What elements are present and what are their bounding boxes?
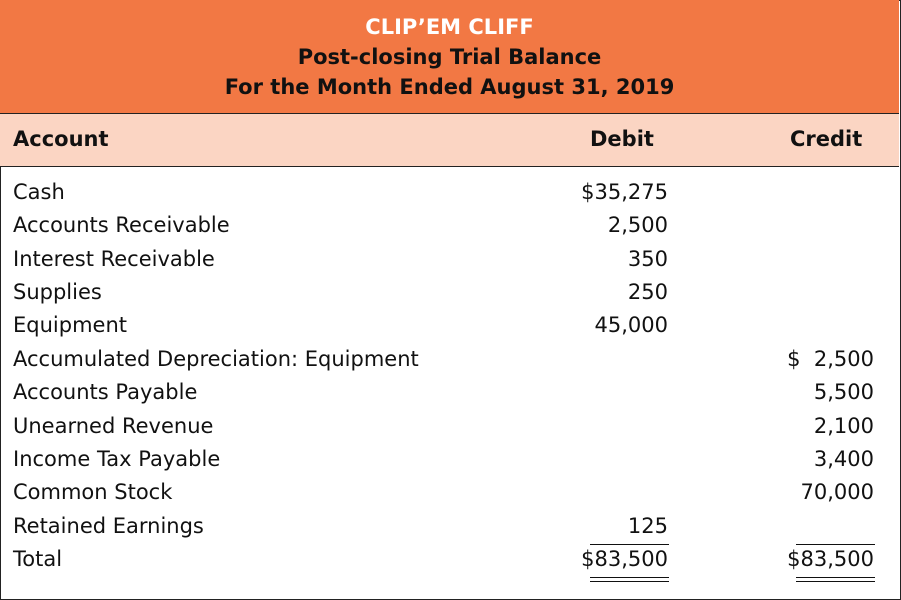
account-name: Total xyxy=(13,547,63,571)
account-name: Income Tax Payable xyxy=(13,447,221,471)
statement-title: Post-closing Trial Balance xyxy=(297,45,602,69)
table-row xyxy=(0,514,899,547)
debit-total: $83,500 xyxy=(581,547,668,571)
credit-total: $83,500 xyxy=(787,547,874,571)
statement-period: For the Month Ended August 31, 2019 xyxy=(224,75,675,99)
credit-total-double-underline xyxy=(796,577,875,582)
debit-amount: 125 xyxy=(627,514,668,538)
table-row xyxy=(0,447,899,480)
column-header-debit: Debit xyxy=(590,127,654,151)
table-row xyxy=(0,313,899,346)
account-name: Accounts Receivable xyxy=(13,213,230,237)
table-row xyxy=(0,213,899,246)
account-name: Retained Earnings xyxy=(13,514,204,538)
total-row xyxy=(0,547,899,580)
debit-amount: $35,275 xyxy=(581,180,668,204)
account-name: Unearned Revenue xyxy=(13,414,214,438)
account-name: Supplies xyxy=(13,280,102,304)
table-row xyxy=(0,347,899,380)
debit-amount: 250 xyxy=(627,280,668,304)
debit-subtotal-underline xyxy=(590,544,669,545)
credit-amount: 3,400 xyxy=(813,447,874,471)
credit-subtotal-underline xyxy=(796,544,875,545)
statement-header xyxy=(0,0,899,114)
table-row xyxy=(0,280,899,313)
credit-amount: 5,500 xyxy=(813,380,874,404)
table-row xyxy=(0,414,899,447)
column-header-row xyxy=(0,114,899,167)
account-name: Accumulated Depreciation: Equipment xyxy=(13,347,419,371)
table-row xyxy=(0,247,899,280)
column-header-credit: Credit xyxy=(790,127,863,151)
table-row xyxy=(0,180,899,213)
account-name: Cash xyxy=(13,180,65,204)
debit-amount: 2,500 xyxy=(607,213,668,237)
debit-amount: 45,000 xyxy=(594,313,668,337)
account-name: Equipment xyxy=(13,313,127,337)
credit-amount: $ 2,500 xyxy=(787,347,874,371)
account-name: Accounts Payable xyxy=(13,380,198,404)
account-name: Common Stock xyxy=(13,480,173,504)
table-row xyxy=(0,380,899,413)
credit-amount: 70,000 xyxy=(800,480,874,504)
debit-total-double-underline xyxy=(590,577,669,582)
company-name: CLIP’EM CLIFF xyxy=(365,15,534,39)
column-header-account: Account xyxy=(13,127,109,151)
debit-amount: 350 xyxy=(627,247,668,271)
account-name: Interest Receivable xyxy=(13,247,215,271)
table-row xyxy=(0,480,899,513)
credit-amount: 2,100 xyxy=(813,414,874,438)
